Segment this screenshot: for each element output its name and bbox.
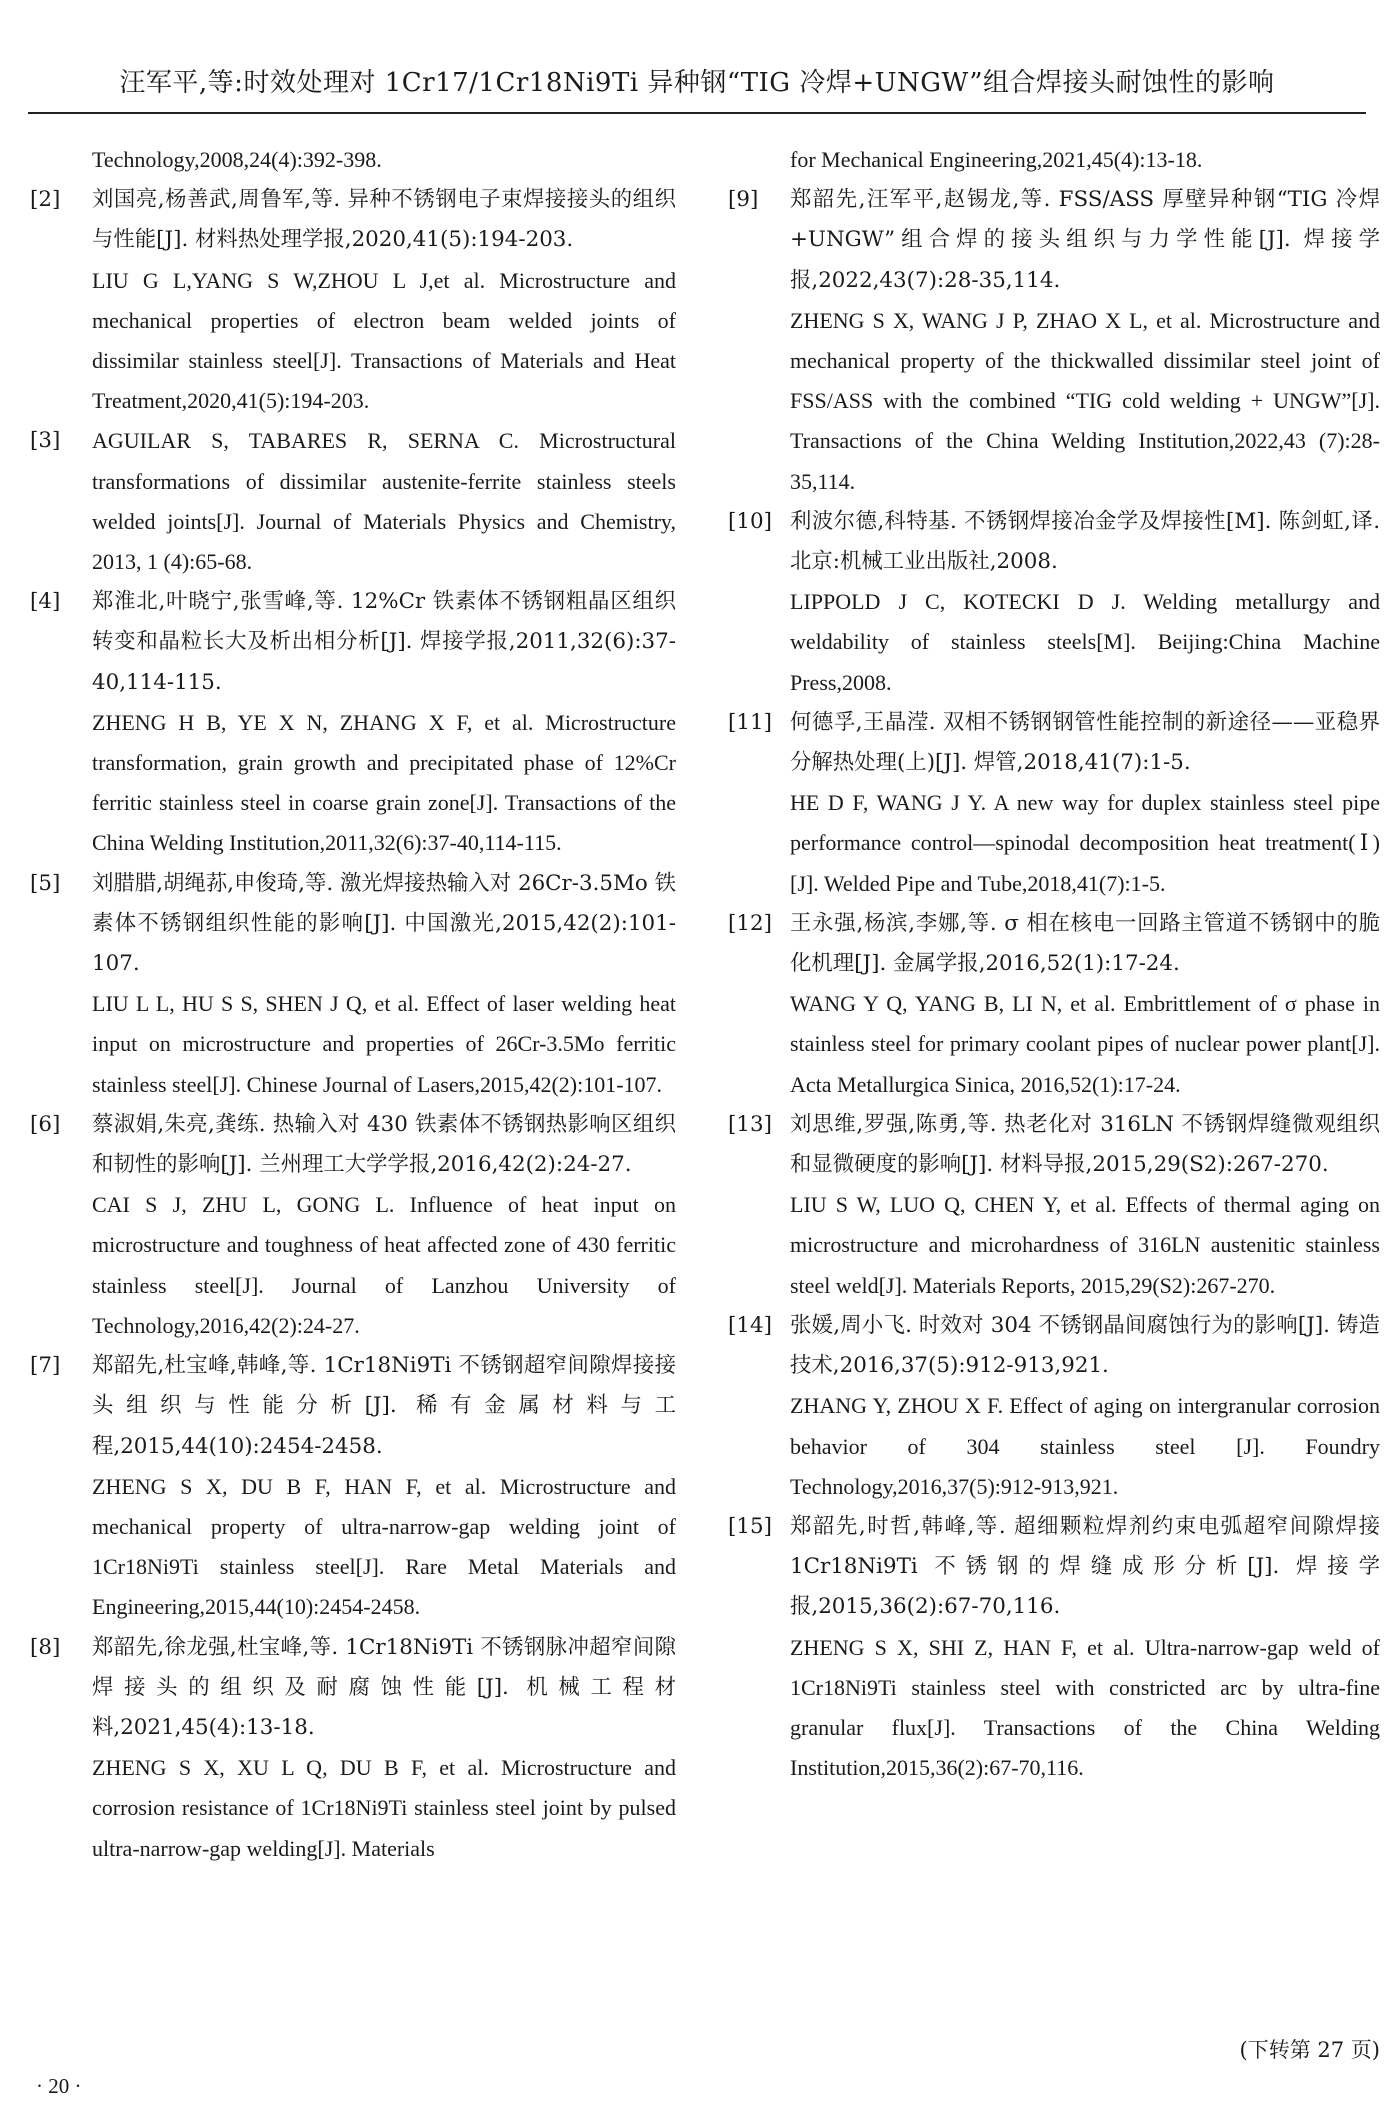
- reference-english: ZHENG S X, WANG J P, ZHAO X L, et al. Microstructure and mechanical property of the thickwalled dissimilar steel joint of FSS/ASS with the combined “TIG cold welding + UNGW”[J]. Transactions of the China Welding Institution,2022,43 (7):28-35,114.: [790, 307, 1380, 494]
- reference-item: [728, 502, 1380, 703]
- reference-item: [30, 864, 676, 1105]
- continued-note: (下转第 27 页): [1239, 2038, 1380, 2062]
- reference-number: [5]: [30, 870, 61, 896]
- page-number: · 20 ·: [36, 2074, 82, 2098]
- header-rule: [28, 112, 1366, 114]
- reference-english: LIU L L, HU S S, SHEN J Q, et al. Effect of laser welding heat input on microstructure and properties of 26Cr-3.5Mo ferritic stainless steel[J]. Chinese Journal of Lasers,2015,42(2):101-107.: [92, 991, 676, 1097]
- reference-number: [14]: [728, 1312, 772, 1338]
- reference-number: [7]: [30, 1353, 61, 1379]
- reference-item: [728, 180, 1380, 502]
- reference-chinese: 郑韶先,汪军平,赵锡龙,等. FSS/ASS 厚壁异种钢“TIG 冷焊+UNGW”组合焊的接头组织与力学性能[J]. 焊接学报,2022,43(7):28-35,114.: [790, 187, 1380, 293]
- reference-chinese: 刘思维,罗强,陈勇,等. 热老化对 316LN 不锈钢焊缝微观组织和显微硬度的影响[J]. 材料导报,2015,29(S2):267-270.: [790, 1111, 1380, 1178]
- reference-number: [11]: [728, 709, 772, 735]
- reference-chinese: 张媛,周小飞. 时效对 304 不锈钢晶间腐蚀行为的影响[J]. 铸造技术,2016,37(5):912-913,921.: [790, 1312, 1380, 1379]
- reference-chinese: 利波尔德,科特基. 不锈钢焊接冶金学及焊接性[M]. 陈剑虹,译. 北京:机械工业出版社,2008.: [790, 508, 1380, 575]
- reference-number: [15]: [728, 1513, 772, 1539]
- reference-english: AGUILAR S, TABARES R, SERNA C. Microstructural transformations of dissimilar austenite-ferrite stainless steels welded joints[J]. Journal of Materials Physics and Chemistry, 2013, 1 (4):65-68.: [92, 428, 676, 575]
- reference-english: LIPPOLD J C, KOTECKI D J. Welding metallurgy and weldability of stainless steels[M]. Beijing:China Machine Press,2008.: [790, 589, 1380, 695]
- reference-chinese: 郑韶先,时哲,韩峰,等. 超细颗粒焊剂约束电弧超窄间隙焊接 1Cr18Ni9Ti 不锈钢的焊缝成形分析[J]. 焊接学报,2015,36(2):67-70,116.: [790, 1513, 1380, 1620]
- reference-number: [2]: [30, 187, 61, 213]
- reference-number: [3]: [30, 428, 61, 454]
- reference-item: [30, 180, 676, 421]
- reference-english: ZHENG S X, SHI Z, HAN F, et al. Ultra-narrow-gap weld of 1Cr18Ni9Ti stainless steel with constricted arc by ultra-fine granular flux[J]. Transactions of the China Welding Institution,2015,36(2):67-70,116.: [790, 1634, 1380, 1781]
- reference-english: ZHENG S X, DU B F, HAN F, et al. Microstructure and mechanical property of ultra-narrow-gap welding joint of 1Cr18Ni9Ti stainless steel[J]. Rare Metal Materials and Engineering,2015,44(10):2454-2458.: [92, 1473, 676, 1620]
- reference-item: [30, 582, 676, 863]
- reference-chinese: 王永强,杨滨,李娜,等. σ 相在核电一回路主管道不锈钢中的脆化机理[J]. 金属学报,2016,52(1):17-24.: [790, 910, 1380, 977]
- reference-number: [4]: [30, 589, 61, 615]
- reference-item: [30, 1628, 676, 1869]
- reference-english: LIU S W, LUO Q, CHEN Y, et al. Effects of thermal aging on microstructure and microhardness of 316LN austenitic stainless steel weld[J]. Materials Reports, 2015,29(S2):267-270.: [790, 1192, 1380, 1298]
- reference-chinese: 蔡淑娟,朱亮,龚练. 热输入对 430 铁素体不锈钢热影响区组织和韧性的影响[J]. 兰州理工大学学报,2016,42(2):24-27.: [92, 1111, 676, 1178]
- reference-english: ZHANG Y, ZHOU X F. Effect of aging on intergranular corrosion behavior of 304 stainless steel [J]. Foundry Technology,2016,37(5):912-913,921.: [790, 1393, 1380, 1499]
- reference-chinese: 郑韶先,徐龙强,杜宝峰,等. 1Cr18Ni9Ti 不锈钢脉冲超窄间隙焊接头的组织及耐腐蚀性能[J]. 机械工程材料,2021,45(4):13-18.: [92, 1634, 676, 1740]
- reference-number: [13]: [728, 1111, 772, 1137]
- reference-item: [728, 904, 1380, 1105]
- reference-number: [12]: [728, 910, 772, 936]
- reference-english: LIU G L,YANG S W,ZHOU L J,et al. Microstructure and mechanical properties of electron beam welded joints of dissimilar stainless steel[J]. Transactions of Materials and Heat Treatment,2020,41(5):194-203.: [92, 267, 676, 414]
- reference-item: [728, 703, 1380, 904]
- ref-continuation: Technology,2008,24(4):392-398.: [92, 147, 382, 172]
- reference-chinese: 刘国亮,杨善武,周鲁军,等. 异种不锈钢电子束焊接接头的组织与性能[J]. 材料热处理学报,2020,41(5):194-203.: [92, 187, 676, 253]
- reference-chinese: 刘腊腊,胡绳荪,申俊琦,等. 激光焊接热输入对 26Cr-3.5Mo 铁素体不锈钢组织性能的影响[J]. 中国激光,2015,42(2):101-107.: [92, 870, 676, 977]
- reference-chinese: 郑淮北,叶晓宁,张雪峰,等. 12%Cr 铁素体不锈钢粗晶区组织转变和晶粒长大及析出相分析[J]. 焊接学报,2011,32(6):37-40,114-115.: [92, 589, 676, 695]
- running-header: 汪军平,等:时效处理对 1Cr17/1Cr18Ni9Ti 异种钢“TIG 冷焊+UNGW”组合焊接头耐蚀性的影响: [119, 68, 1275, 98]
- right-column: [728, 140, 1380, 1788]
- reference-english: ZHENG S X, XU L Q, DU B F, et al. Microstructure and corrosion resistance of 1Cr18Ni9Ti stainless steel joint by pulsed ultra-narrow-gap welding[J]. Materials: [92, 1755, 676, 1861]
- reference-chinese: 何德孚,王晶滢. 双相不锈钢钢管性能控制的新途径——亚稳界分解热处理(上)[J]. 焊管,2018,41(7):1-5.: [790, 709, 1380, 776]
- reference-item: [728, 1306, 1380, 1507]
- reference-item: [30, 421, 676, 582]
- right-reference-list: [728, 180, 1380, 1788]
- left-reference-list: [30, 180, 676, 1869]
- reference-number: [10]: [728, 508, 772, 534]
- reference-item: [30, 1105, 676, 1346]
- reference-english: ZHENG H B, YE X N, ZHANG X F, et al. Microstructure transformation, grain growth and precipitated phase of 12%Cr ferritic stainless steel in coarse grain zone[J]. Transactions of the China Welding Institution,2011,32(6):37-40,114-115.: [92, 709, 676, 856]
- ref-continuation: for Mechanical Engineering,2021,45(4):13-18.: [790, 147, 1203, 172]
- reference-item: [728, 1507, 1380, 1788]
- reference-item: [728, 1105, 1380, 1306]
- reference-number: [8]: [30, 1634, 61, 1660]
- reference-english: CAI S J, ZHU L, GONG L. Influence of heat input on microstructure and toughness of heat affected zone of 430 ferritic stainless steel[J]. Journal of Lanzhou University of Technology,2016,42(2):24-27.: [92, 1192, 676, 1338]
- reference-english: WANG Y Q, YANG B, LI N, et al. Embrittlement of σ phase in stainless steel for primary coolant pipes of nuclear power plant[J]. Acta Metallurgica Sinica, 2016,52(1):17-24.: [790, 991, 1380, 1097]
- reference-number: [9]: [728, 187, 759, 213]
- reference-item: [30, 1346, 676, 1627]
- reference-chinese: 郑韶先,杜宝峰,韩峰,等. 1Cr18Ni9Ti 不锈钢超窄间隙焊接接头组织与性能分析[J]. 稀有金属材料与工程,2015,44(10):2454-2458.: [92, 1353, 676, 1459]
- reference-number: [6]: [30, 1111, 61, 1137]
- reference-english: HE D F, WANG J Y. A new way for duplex stainless steel pipe performance control—spinodal decomposition heat treatment(Ⅰ)[J]. Welded Pipe and Tube,2018,41(7):1-5.: [790, 790, 1380, 896]
- left-column: [30, 140, 676, 1869]
